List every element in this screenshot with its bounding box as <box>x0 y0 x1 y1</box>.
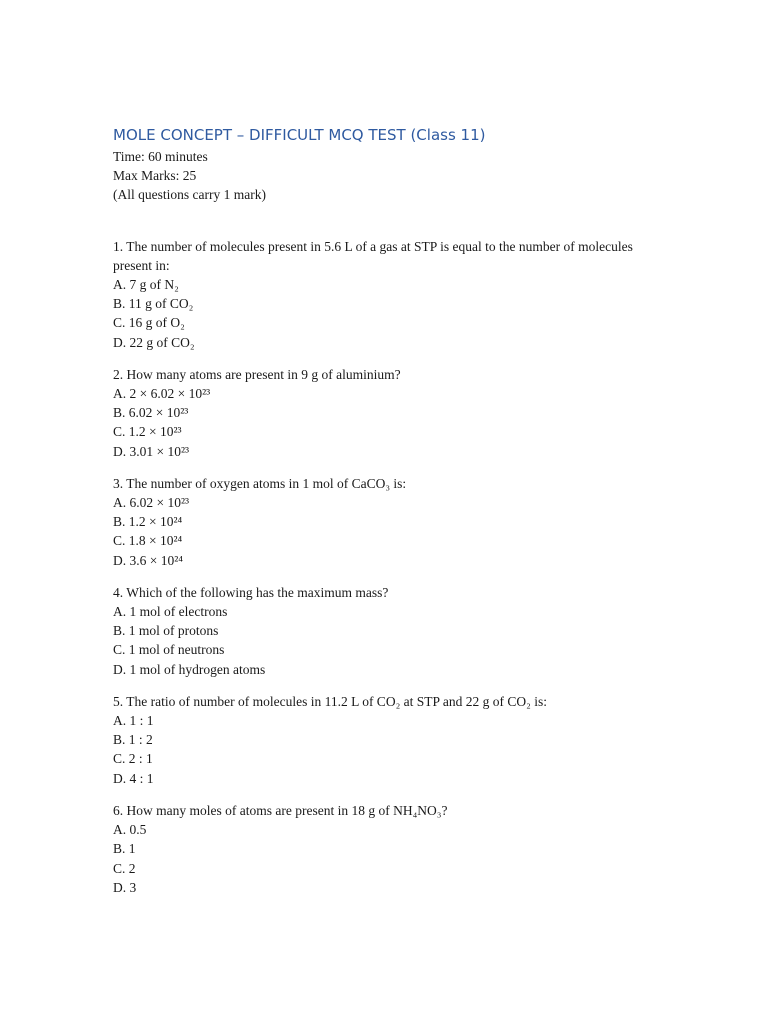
page-title: MOLE CONCEPT – DIFFICULT MCQ TEST (Class 11) <box>113 126 486 144</box>
option-c: C. 1 mol of neutrons <box>113 642 225 658</box>
max-marks-info: Max Marks: 25 <box>113 168 197 184</box>
question-2 <box>113 365 653 461</box>
option-d: D. 3.01 × 10²³ <box>113 443 190 459</box>
option-b: B. 11 g of CO₂ <box>113 296 194 312</box>
option-d: D. 3.6 × 10²⁴ <box>113 552 183 568</box>
option-c: C. 1.8 × 10²⁴ <box>113 533 183 549</box>
question-text: 5. The ratio of number of molecules in 11.2 L of CO₂ at STP and 22 g of CO₂ is: <box>113 693 547 709</box>
option-c: C. 2 : 1 <box>113 751 153 767</box>
question-4 <box>113 583 653 679</box>
option-d: D. 4 : 1 <box>113 770 154 786</box>
option-d: D. 1 mol of hydrogen atoms <box>113 661 266 677</box>
question-text: 6. How many moles of atoms are present in 18 g of NH₄NO₃? <box>113 802 448 818</box>
question-text: 2. How many atoms are present in 9 g of aluminium? <box>113 366 401 382</box>
option-b: B. 1 <box>113 841 136 857</box>
option-c: C. 2 <box>113 860 136 876</box>
time-info: Time: 60 minutes <box>113 149 208 164</box>
option-b: B. 1.2 × 10²⁴ <box>113 514 183 530</box>
option-a: A. 6.02 × 10²³ <box>113 495 190 511</box>
option-b: B. 6.02 × 10²³ <box>113 405 189 421</box>
option-a: A. 2 × 6.02 × 10²³ <box>113 386 211 402</box>
document-page <box>113 124 653 897</box>
question-text: 3. The number of oxygen atoms in 1 mol of CaCO₃ is: <box>113 475 407 491</box>
question-text: 4. Which of the following has the maximum mass? <box>113 584 389 600</box>
test-info <box>113 147 653 205</box>
option-a: A. 1 mol of electrons <box>113 604 228 620</box>
option-b: B. 1 mol of protons <box>113 623 219 639</box>
option-a: A. 0.5 <box>113 822 147 838</box>
option-d: D. 22 g of CO₂ <box>113 334 195 350</box>
option-c: C. 1.2 × 10²³ <box>113 424 182 440</box>
option-a: A. 7 g of N₂ <box>113 277 179 293</box>
question-6 <box>113 801 653 897</box>
question-1 <box>113 237 653 352</box>
question-3 <box>113 474 653 570</box>
option-b: B. 1 : 2 <box>113 732 153 748</box>
question-5 <box>113 692 653 788</box>
option-a: A. 1 : 1 <box>113 713 154 729</box>
marking-note: (All questions carry 1 mark) <box>113 187 266 203</box>
option-c: C. 16 g of O₂ <box>113 315 185 331</box>
option-d: D. 3 <box>113 879 137 895</box>
question-text: 1. The number of molecules present in 5.6 L of a gas at STP is equal to the number of molecules present in: <box>113 238 633 273</box>
